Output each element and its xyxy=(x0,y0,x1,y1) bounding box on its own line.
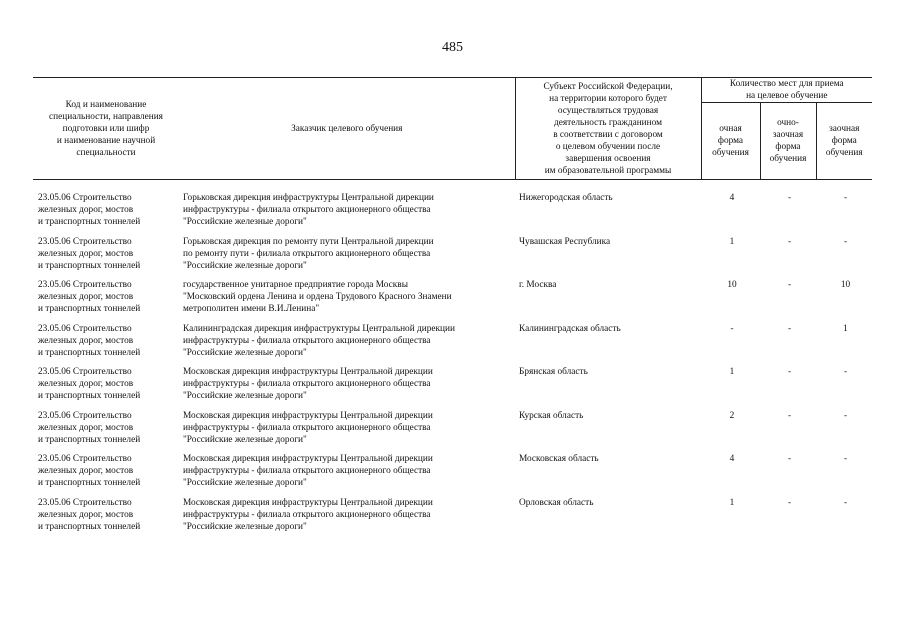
cell-part-time: - xyxy=(787,323,792,334)
cell-code: 23.05.06 Строительство железных дорог, мостов и транспортных тоннелей xyxy=(38,323,141,358)
cell-code: 23.05.06 Строительство железных дорог, мостов и транспортных тоннелей xyxy=(38,280,141,314)
cell-code: 23.05.06 Строительство железных дорог, мостов и транспортных тоннелей xyxy=(38,236,141,271)
cell-full-time: 2 xyxy=(729,410,735,421)
cell-subject: Курская область xyxy=(519,410,584,421)
cell-subject: Нижегородская область xyxy=(519,193,613,203)
cell-full-time: 10 xyxy=(727,280,737,290)
table-row xyxy=(33,180,872,236)
cell-customer: Московская дирекция инфраструктуры Центральной дирекции инфраструктуры - филиала открытого акционерного общества "Российские железные дороги" xyxy=(183,410,433,445)
cell-extramural: 1 xyxy=(843,323,848,334)
cell-part-time: - xyxy=(787,410,792,421)
header-places-group: Количество мест для приема на целевое обучение xyxy=(701,78,872,103)
cell-code: 23.05.06 Строительство железных дорог, мостов и транспортных тоннелей xyxy=(38,410,141,445)
cell-full-time: 4 xyxy=(729,193,735,203)
cell-extramural: - xyxy=(843,410,848,421)
cell-full-time: - xyxy=(730,323,734,334)
header-customer: Заказчик целевого обучения xyxy=(179,78,515,180)
header-subject: Субъект Российской Федерации, на территории которого будет осуществляться трудовая деятельность гражданином в соответствии с договором о целевом обучении после завершения освоения им образовательной программы xyxy=(515,78,701,180)
cell-customer: Горьковская дирекция инфраструктуры Центральной дирекции инфраструктуры - филиала открытого акционерного общества "Российские железные дороги" xyxy=(183,193,434,227)
header-full-time: очная форма обучения xyxy=(701,103,760,180)
cell-subject: Калининградская область xyxy=(519,323,621,334)
cell-part-time: - xyxy=(787,367,792,377)
cell-extramural: - xyxy=(843,367,848,377)
cell-extramural: - xyxy=(843,193,848,203)
cell-part-time: - xyxy=(787,236,792,247)
cell-extramural: 10 xyxy=(840,280,851,290)
cell-subject: Московская область xyxy=(519,454,599,464)
cell-subject: Орловская область xyxy=(519,497,594,508)
cell-customer: Московская дирекция инфраструктуры Центральной дирекции инфраструктуры - филиала открытого акционерного общества "Российские железные дороги" xyxy=(183,367,433,401)
cell-customer: Московская дирекция инфраструктуры Центральной дирекции инфраструктуры - филиала открытого акционерного общества "Российские железные дороги" xyxy=(183,454,433,488)
table-header xyxy=(33,78,872,180)
cell-code: 23.05.06 Строительство железных дорог, мостов и транспортных тоннелей xyxy=(38,367,141,401)
cell-part-time: - xyxy=(787,454,792,464)
table-row xyxy=(33,279,872,323)
cell-full-time: 1 xyxy=(729,367,735,377)
page-number: 485 xyxy=(442,40,463,55)
cell-part-time: - xyxy=(787,497,792,508)
table-row xyxy=(33,366,872,410)
cell-customer: государственное унитарное предприятие города Москвы "Московский ордена Ленина и ордена Трудового Красного Знамени метрополитен имени В.И.Ленина" xyxy=(183,280,452,314)
cell-customer: Горьковская дирекция по ремонту пути Центральной дирекции по ремонту пути - филиала открытого акционерного общества "Российские железные дороги" xyxy=(183,236,434,271)
header-code: Код и наименование специальности, направления подготовки или шифр и наименование научной специальности xyxy=(33,78,179,180)
table-row xyxy=(33,323,872,367)
cell-extramural: - xyxy=(843,236,848,247)
cell-full-time: 1 xyxy=(729,236,735,247)
cell-customer: Калининградская дирекция инфраструктуры Центральной дирекции инфраструктуры - филиала открытого акционерного общества "Российские железные дороги" xyxy=(183,323,455,358)
cell-customer: Московская дирекция инфраструктуры Центральной дирекции инфраструктуры - филиала открытого акционерного общества "Российские железные дороги" xyxy=(183,497,433,532)
cell-part-time: - xyxy=(787,193,792,203)
cell-full-time: 1 xyxy=(729,497,735,508)
table-row xyxy=(33,497,872,541)
cell-extramural: - xyxy=(843,497,848,508)
table-row xyxy=(33,236,872,280)
cell-full-time: 4 xyxy=(729,454,735,464)
table-row xyxy=(33,453,872,497)
cell-code: 23.05.06 Строительство железных дорог, мостов и транспортных тоннелей xyxy=(38,497,141,532)
table-body xyxy=(33,180,872,541)
header-extramural: заочная форма обучения xyxy=(816,103,872,180)
table-row xyxy=(33,410,872,454)
cell-subject: Брянская область xyxy=(519,367,588,377)
cell-code: 23.05.06 Строительство железных дорог, мостов и транспортных тоннелей xyxy=(38,193,141,227)
cell-subject: г. Москва xyxy=(519,280,557,290)
cell-code: 23.05.06 Строительство железных дорог, мостов и транспортных тоннелей xyxy=(38,454,141,488)
cell-subject: Чувашская Республика xyxy=(519,236,611,247)
cell-part-time: - xyxy=(787,280,792,290)
header-part-time: очно- заочная форма обучения xyxy=(760,103,816,180)
admission-quota-table xyxy=(33,77,872,540)
cell-extramural: - xyxy=(843,454,848,464)
